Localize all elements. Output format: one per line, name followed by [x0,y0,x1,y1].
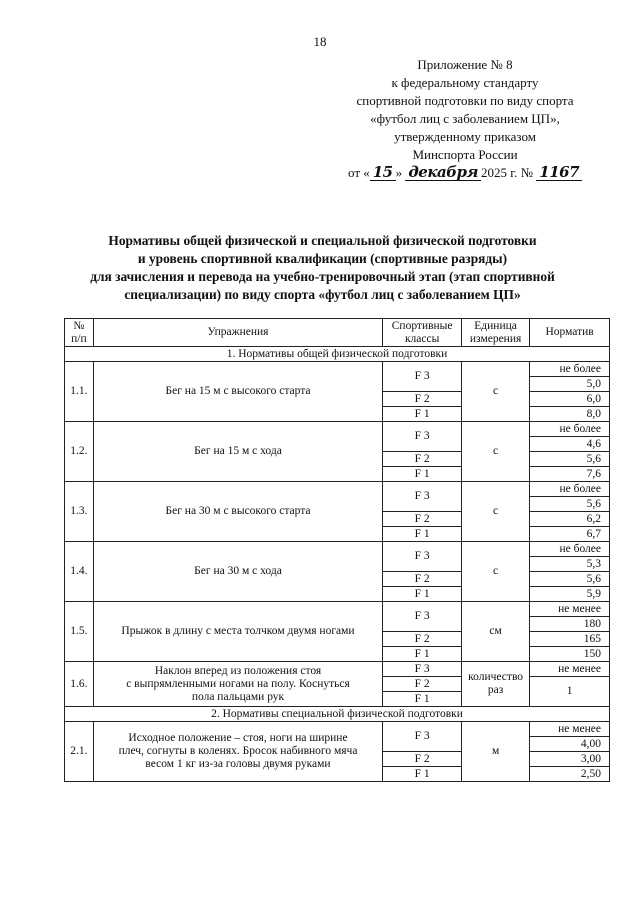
exercise-cell [93,662,383,707]
table-row [65,542,610,557]
section-row [65,707,610,722]
class-cell: F 1 [383,527,462,542]
qualifier-cell: не менее [530,662,610,677]
appendix-line: «футбол лиц с заболеванием ЦП», [370,111,560,126]
class-cell: F 3 [383,362,462,392]
unit-cell: с [462,542,530,602]
class-cell: F 2 [383,572,462,587]
exercise-cell: Бег на 30 м с высокого старта [93,482,383,542]
class-cell: F 3 [383,662,462,677]
exercise-line: Наклон вперед из положения стоя [154,664,322,677]
table-row [65,662,610,677]
class-cell: F 3 [383,542,462,572]
qualifier-cell: не более [530,422,610,437]
value-cell: 3,00 [530,752,610,767]
title-line: специализации) по виду спорта «футбол лиц с заболеванием ЦП» [124,287,521,302]
title-line: для зачисления и перевода на учебно-тренировочный этап (этап спортивной [90,269,555,284]
value-cell: 6,2 [530,512,610,527]
class-cell: F 1 [383,647,462,662]
header-unit: Единица измерения [462,319,530,347]
value-cell: 5,3 [530,557,610,572]
qualifier-cell: не более [530,362,610,377]
value-cell: 4,00 [530,737,610,752]
class-cell: F 2 [383,512,462,527]
section-title: 2. Нормативы специальной физической подготовки [65,707,610,722]
class-cell: F 3 [383,422,462,452]
norms-table [64,318,610,782]
class-cell: F 1 [383,692,462,707]
value-cell: 7,6 [530,467,610,482]
date-mid: » [395,165,403,180]
class-cell: F 1 [383,767,462,782]
row-number: 1.2. [65,422,94,482]
class-cell: F 1 [383,587,462,602]
class-cell: F 2 [383,392,462,407]
exercise-cell: Бег на 15 м с высокого старта [93,362,383,422]
exercise-line: весом 1 кг из-за головы двумя руками [145,758,331,770]
value-cell: 5,6 [530,452,610,467]
class-cell: F 2 [383,677,462,692]
class-cell: F 3 [383,482,462,512]
appendix-line: спортивной подготовки по виду спорта [356,93,574,108]
exercise-line: плеч, согнуты в коленях. Бросок набивного мяча [118,745,358,757]
unit-cell: с [462,422,530,482]
unit-line: раз [487,684,504,696]
qualifier-cell: не более [530,542,610,557]
row-number: 1.6. [65,662,94,707]
title-line: и уровень спортивной квалификации (спортивные разряды) [137,251,508,266]
class-cell: F 2 [383,632,462,647]
unit-cell: с [462,482,530,542]
exercise-cell: Бег на 30 м с хода [93,542,383,602]
table-row [65,362,610,377]
qualifier-cell: не менее [530,722,610,737]
value-cell: 5,6 [530,572,610,587]
handwritten-order-number: 1167 [536,165,582,181]
value-cell: 180 [530,617,610,632]
row-number: 1.4. [65,542,94,602]
exercise-line: пола пальцами рук [191,690,285,703]
table-header-row [65,319,610,347]
value-cell: 2,50 [530,767,610,782]
value-cell: 165 [530,632,610,647]
qualifier-cell: не менее [530,602,610,617]
value-cell: 8,0 [530,407,610,422]
value-cell: 6,7 [530,527,610,542]
exercise-cell: Прыжок в длину с места толчком двумя ногами [93,602,383,662]
value-cell: 5,9 [530,587,610,602]
exercise-line: Исходное положение – стоя, ноги на ширине [128,732,348,744]
row-number: 2.1. [65,722,94,782]
exercise-cell: Бег на 15 м с хода [93,422,383,482]
class-cell: F 2 [383,452,462,467]
document-title [40,232,605,304]
class-cell: F 1 [383,407,462,422]
value-cell: 6,0 [530,392,610,407]
table-row [65,482,610,497]
class-cell: F 3 [383,722,462,752]
table-row [65,722,610,737]
unit-cell: см [462,602,530,662]
unit-cell [462,662,530,707]
handwritten-day: 15 [370,165,396,181]
value-cell: 4,6 [530,437,610,452]
value-cell: 5,6 [530,497,610,512]
class-cell: F 1 [383,467,462,482]
header-standard: Норматив [530,319,610,347]
table-row [65,422,610,437]
class-cell: F 3 [383,602,462,632]
section-title: 1. Нормативы общей физической подготовки [65,347,610,362]
date-year: 2025 г. № [480,165,534,180]
value-cell: 5,0 [530,377,610,392]
header-num: № п/п [65,319,94,347]
class-cell: F 2 [383,752,462,767]
appendix-line: Минспорта России [412,147,518,162]
appendix-header [300,56,630,182]
exercise-line: с выпрямленными ногами на полу. Коснуться [126,677,350,690]
date-prefix: от « [347,165,370,180]
appendix-line: к федеральному стандарту [391,75,539,90]
appendix-line: утвержденному приказом [394,129,536,144]
page-number: 18 [313,34,327,49]
header-exercise: Упражнения [93,319,383,347]
unit-line: количество [468,671,524,683]
row-number: 1.5. [65,602,94,662]
value-cell: 150 [530,647,610,662]
qualifier-cell: не более [530,482,610,497]
value-cell: 1 [530,677,610,707]
row-number: 1.1. [65,362,94,422]
unit-cell: м [462,722,530,782]
row-number: 1.3. [65,482,94,542]
unit-cell: с [462,362,530,422]
table-row [65,602,610,617]
title-line: Нормативы общей физической и специальной физической подготовки [108,233,537,248]
handwritten-month: декабря [405,165,481,181]
header-classes: Спортивные классы [383,319,462,347]
exercise-cell [93,722,383,782]
order-date-line [300,164,630,182]
section-row [65,347,610,362]
appendix-line: Приложение № 8 [417,57,513,72]
